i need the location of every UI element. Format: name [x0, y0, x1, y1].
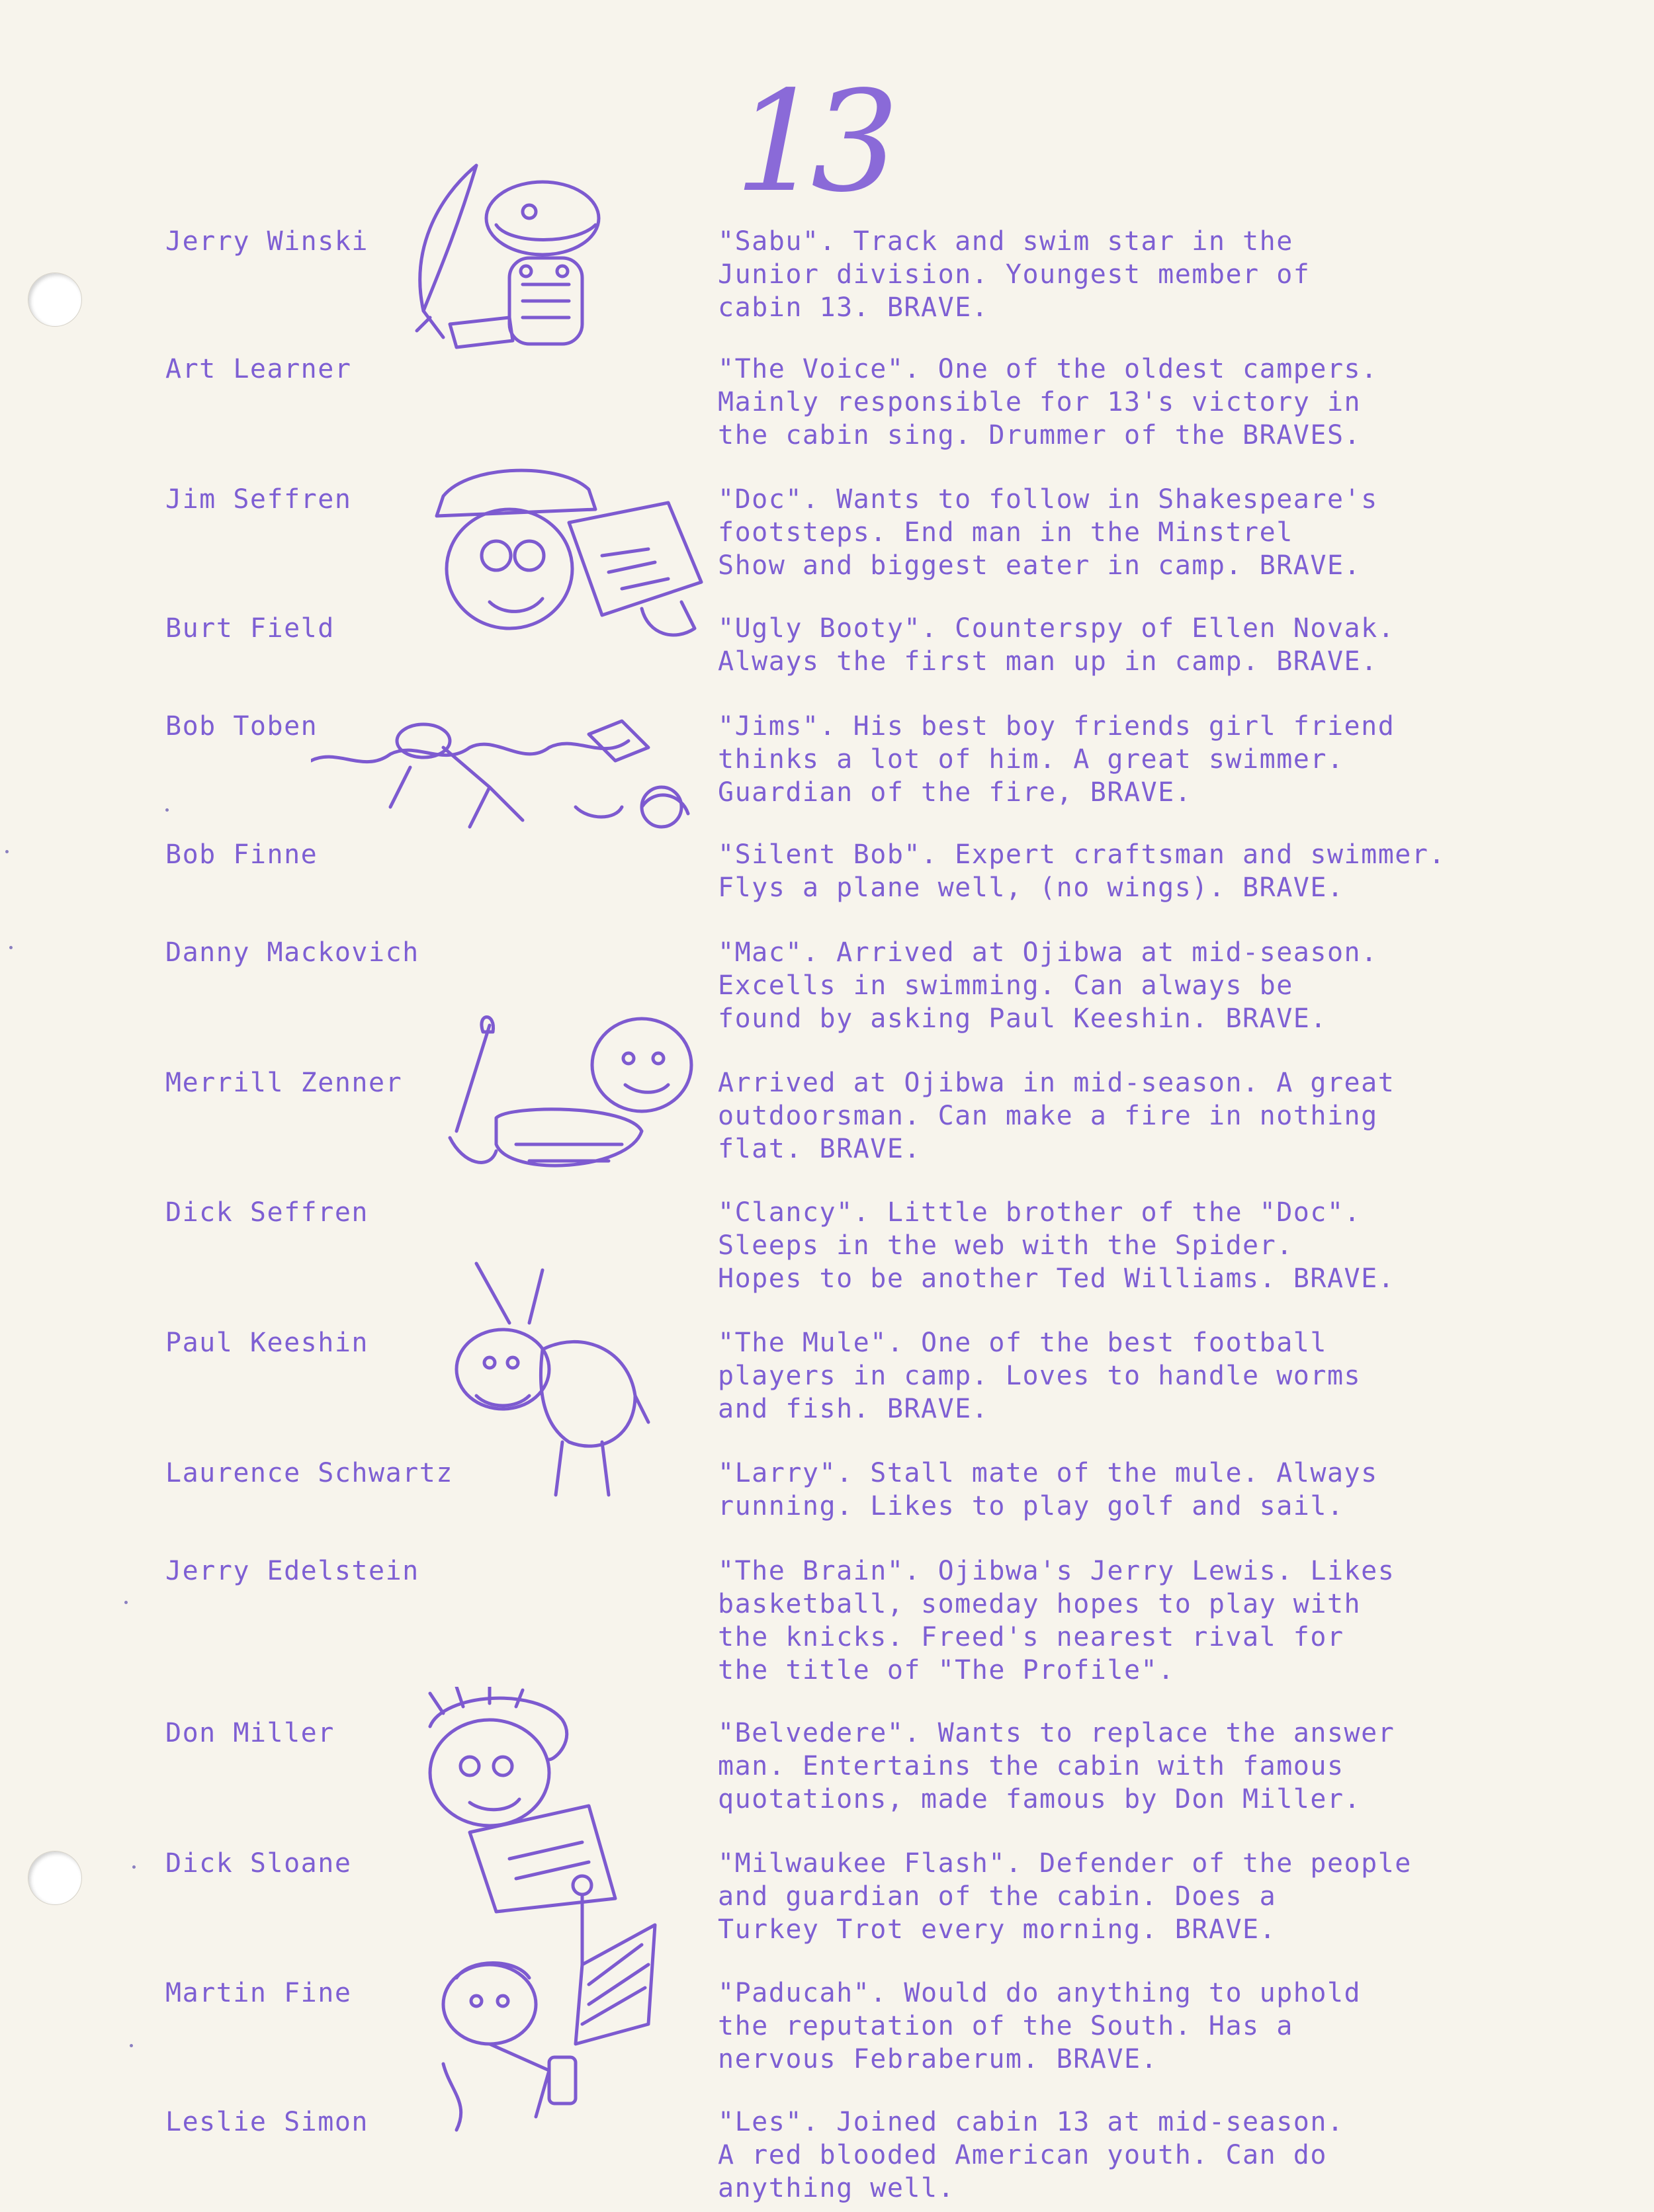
camper-name: Dick Sloane [165, 1848, 352, 1879]
ink-speck [124, 1601, 128, 1604]
camper-description: "Sabu". Track and swim star in the Junior division. Youngest member of cabin 13. BRAVE. [718, 226, 1311, 323]
page-number: 13 [734, 61, 888, 223]
camper-name: Paul Keeshin [165, 1328, 369, 1358]
camper-name: Leslie Simon [165, 2107, 369, 2137]
camper-name: Jerry Winski [165, 226, 369, 257]
camper-name: Merrill Zenner [165, 1068, 403, 1098]
fire-bowl-cartoon [430, 1012, 701, 1211]
camper-name: Martin Fine [165, 1978, 352, 2008]
camper-description: "Larry". Stall mate of the mule. Always running. Likes to play golf and sail. [718, 1458, 1378, 1521]
camper-name: Dick Seffren [165, 1197, 369, 1228]
camper-description: "Clancy". Little brother of the "Doc". Sleeps in the web with the Spider. Hopes to be another Ted Williams. BRAVE. [718, 1197, 1395, 1294]
doc-book-cartoon [430, 456, 721, 661]
camper-description: "Jims". His best boy friends girl friend thinks a lot of him. A great swimmer. Guardian of the fire, BRAVE. [718, 711, 1395, 808]
camper-description: "Ugly Booty". Counterspy of Ellen Novak. Always the first man up in camp. BRAVE. [718, 613, 1395, 677]
punch-hole-top [28, 273, 82, 327]
ink-speck [132, 1865, 136, 1869]
swimmer-cartoon [311, 708, 708, 847]
sabu-sword-cartoon [397, 159, 615, 370]
punch-hole-bottom [28, 1851, 82, 1905]
camper-name: Danny Mackovich [165, 937, 419, 968]
camper-name: Don Miller [165, 1718, 335, 1748]
camper-description: "Doc". Wants to follow in Shakespeare's footsteps. End man in the Minstrel Show and biggest eater in camp. BRAVE. [718, 484, 1378, 581]
ink-speck [9, 946, 13, 949]
camper-description: "Milwaukee Flash". Defender of the people and guardian of the cabin. Does a Turkey Trot every morning. BRAVE. [718, 1848, 1412, 1945]
camper-name: Laurence Schwartz [165, 1458, 453, 1488]
camper-name: Jim Seffren [165, 484, 352, 515]
camper-description: "Les". Joined cabin 13 at mid-season. A red blooded American youth. Can do anything well. [718, 2107, 1344, 2203]
kite-cartoon [430, 1872, 668, 2137]
camper-description: "The Voice". One of the oldest campers. Mainly responsible for 13's victory in the cabin sing. Drummer of the BRAVES. [718, 354, 1378, 450]
camper-name: Bob Toben [165, 711, 318, 742]
camper-description: "Silent Bob". Expert craftsman and swimmer. Flys a plane well, (no wings). BRAVE. [718, 839, 1446, 903]
ink-speck [5, 850, 9, 853]
ink-speck [165, 808, 169, 812]
ink-speck [130, 2044, 133, 2047]
camper-description: "Belvedere". Wants to replace the answer man. Entertains the cabin with famous quotations, made famous by Don Miller. [718, 1718, 1395, 1814]
camper-description: "The Mule". One of the best football players in camp. Loves to handle worms and fish. BRAVE. [718, 1328, 1362, 1424]
camper-name: Art Learner [165, 354, 352, 384]
camper-description: "The Brain". Ojibwa's Jerry Lewis. Likes basketball, someday hopes to play with the knicks. Freed's nearest rival for the title of "The Profile". [718, 1556, 1395, 1685]
camper-name: Bob Finne [165, 839, 318, 870]
camper-description: "Paducah". Would do anything to uphold the reputation of the South. Has a nervous Febraberum. BRAVE. [718, 1978, 1362, 2074]
camper-description: Arrived at Ojibwa in mid-season. A great outdoorsman. Can make a fire in nothing flat. BRAVE. [718, 1068, 1395, 1164]
camper-name: Jerry Edelstein [165, 1556, 419, 1586]
camper-name: Burt Field [165, 613, 335, 644]
mule-cartoon [437, 1257, 655, 1502]
camper-description: "Mac". Arrived at Ojibwa at mid-season. Excells in swimming. Can always be found by asking Paul Keeshin. BRAVE. [718, 937, 1378, 1034]
